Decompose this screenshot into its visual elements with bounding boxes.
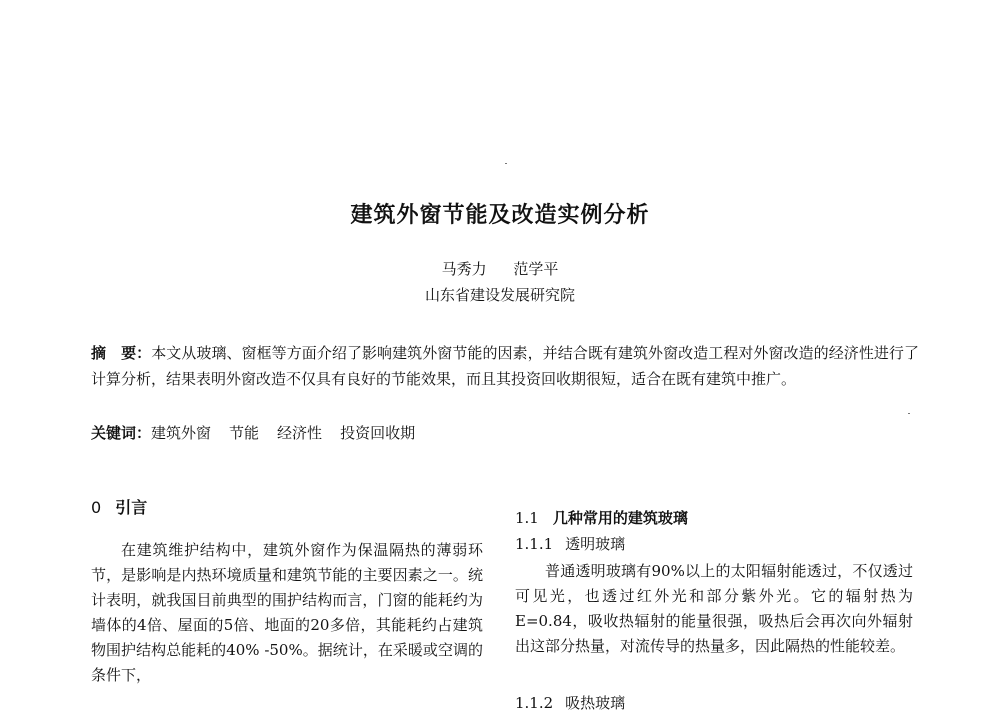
section-number: 1.1.1 (515, 535, 554, 553)
paper-title: 建筑外窗节能及改造实例分析 (350, 203, 650, 228)
section-heading-intro (91, 495, 147, 518)
keywords (91, 422, 919, 443)
affiliation: 山东省建设发展研究院 (424, 286, 575, 304)
keywords-label: 关键词： (91, 424, 152, 442)
section-heading-1-1-1 (515, 533, 625, 554)
section-heading-1-1 (515, 507, 688, 528)
abstract-text: 本文从玻璃、窗框等方面介绍了影响建筑外窗节能的因素，并结合既有建筑外窗改造工程对外窗改造的经济性进行了计算分析，结果表明外窗改造不仅具有良好的节能效果，而且其投资回收期很短，适合在既有建筑中推广。 (91, 344, 919, 388)
section-number: 1.1 (515, 509, 539, 527)
section-heading-1-1-2 (515, 692, 655, 712)
section-number: 0 (91, 498, 102, 517)
scan-mark (908, 413, 910, 414)
keyword: 建筑外窗 (151, 424, 212, 442)
section-title: 引言 (115, 498, 148, 517)
intro-paragraph: 在建筑维护结构中，建筑外窗作为保温隔热的薄弱环节，是影响是内热环境质量和建筑节能的主要因素之一。统计表明，就我国目前典型的围护结构而言，门窗的能耗约为墙体的4倍、屋面的5倍、地面的20多倍，其能耗约占建筑物围护结构总能耗的40% -50%。据统计，在采暖或空调的条件下， (91, 541, 483, 684)
abstract (91, 340, 919, 392)
scan-mark (505, 163, 507, 164)
section-number: 1.1.2 (515, 694, 554, 712)
authors: 马秀力 范学平 (441, 260, 559, 278)
section-title: 几种常用的建筑玻璃 (552, 509, 688, 527)
keyword: 经济性 (277, 424, 323, 442)
clear-glass-paragraph: 普通透明玻璃有90%以上的太阳辐射能透过，不仅透过可见光，也透过红外光和部分紫外光。它的辐射热为E=0.84，吸收热辐射的能量很强，吸热后会再次向外辐射出这部分热量，对流传导的热量多，因此隔热的性能较差。 (515, 562, 913, 655)
section-title: 透明玻璃 (565, 535, 626, 553)
keyword: 投资回收期 (340, 424, 416, 442)
abstract-label: 摘 要： (91, 344, 152, 362)
keyword: 节能 (229, 424, 260, 442)
section-title: 吸热玻璃 (565, 694, 626, 712)
